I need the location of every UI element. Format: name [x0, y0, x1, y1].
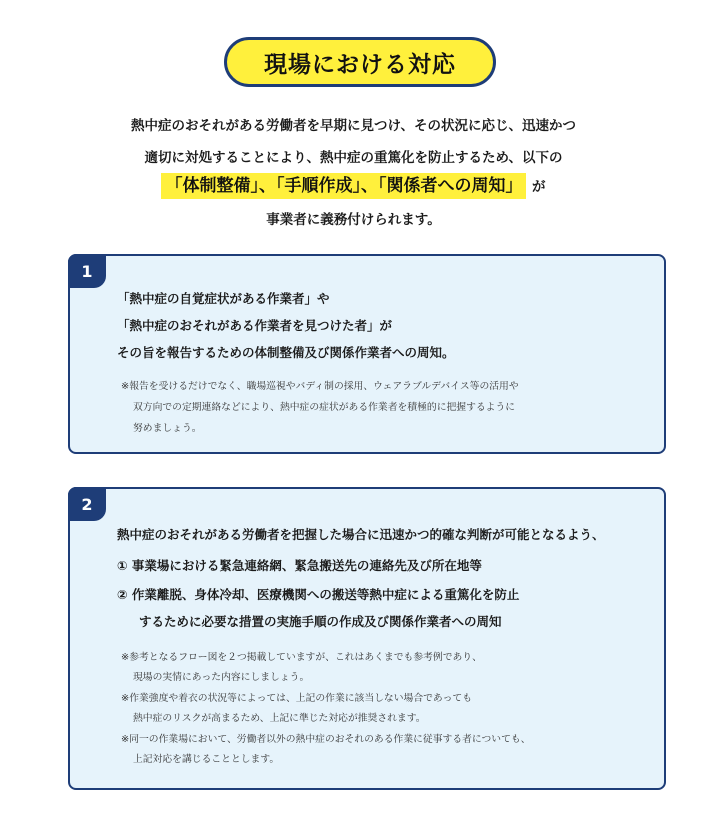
card-2-main-item-2: ② 作業離脱、身体冷却、医療機関への搬送等熱中症による重篤化を防止	[117, 587, 520, 602]
card-1-note-line-3: 努めましょう。	[133, 423, 202, 434]
card-2-note-line-2: 現場の実情にあった内容にしましょう。	[133, 672, 310, 683]
card-1-main-line-3: その旨を報告するための体制整備及び関係作業者への周知。	[117, 345, 455, 360]
card-2-note-line-3: ※作業強度や着衣の状況等によっては、上記の作業に該当しない場合であっても	[121, 693, 473, 704]
card-2-main-line-1: 熱中症のおそれがある労働者を把握した場合に迅速かつ的確な判断が可能となるよう、	[117, 527, 605, 542]
card-2-note-line-5: ※同一の作業場において、労働者以外の熱中症のおそれのある作業に従事する者についても、	[121, 734, 531, 745]
card-1-note-line-1: ※報告を受けるだけでなく、職場巡視やバディ制の採用、ウェアラブルデバイス等の活用や	[121, 381, 519, 392]
card-2-note-line-4: 熱中症のリスクが高まるため、上記に準じた対応が推奨されます。	[133, 713, 426, 724]
intro-highlight-suffix: が	[532, 179, 546, 195]
card-2-note-line-6: 上記対応を講じることとします。	[133, 754, 280, 765]
card-2-note-line-1: ※参考となるフロー図を２つ掲載していますが、これはあくまでも参考例であり、	[121, 652, 482, 663]
intro-line-4: 事業者に義務付けられます。	[266, 212, 441, 228]
card-1-note-line-2: 双方向での定期連絡などにより、熱中症の症状がある作業者を積極的に把握するように	[133, 402, 516, 413]
intro-highlight-line	[0, 173, 707, 199]
card-2-main-item-2-cont: するために必要な措置の実施手順の作成及び関係作業者への周知	[139, 614, 502, 629]
page-title: 現場における対応	[224, 37, 496, 87]
intro-line-1: 熱中症のおそれがある労働者を早期に見つけ、その状況に応じ、迅速かつ	[131, 118, 576, 134]
card-number-badge: 1	[68, 254, 106, 288]
intro-highlight: 「体制整備」、「手順作成」、「関係者への周知」	[161, 173, 526, 199]
card-1	[68, 254, 666, 454]
intro-line-2: 適切に対処することにより、熱中症の重篤化を防止するため、以下の	[144, 150, 563, 166]
card-1-main-line-1: 「熱中症の自覚症状がある作業者」や	[117, 291, 330, 306]
card-1-main-line-2: 「熱中症のおそれがある作業者を見つけた者」が	[117, 318, 393, 333]
card-2-main-item-1: ① 事業場における緊急連絡網、緊急搬送先の連絡先及び所在地等	[117, 558, 482, 573]
card-2	[68, 487, 666, 790]
card-number-badge: 2	[68, 487, 106, 521]
